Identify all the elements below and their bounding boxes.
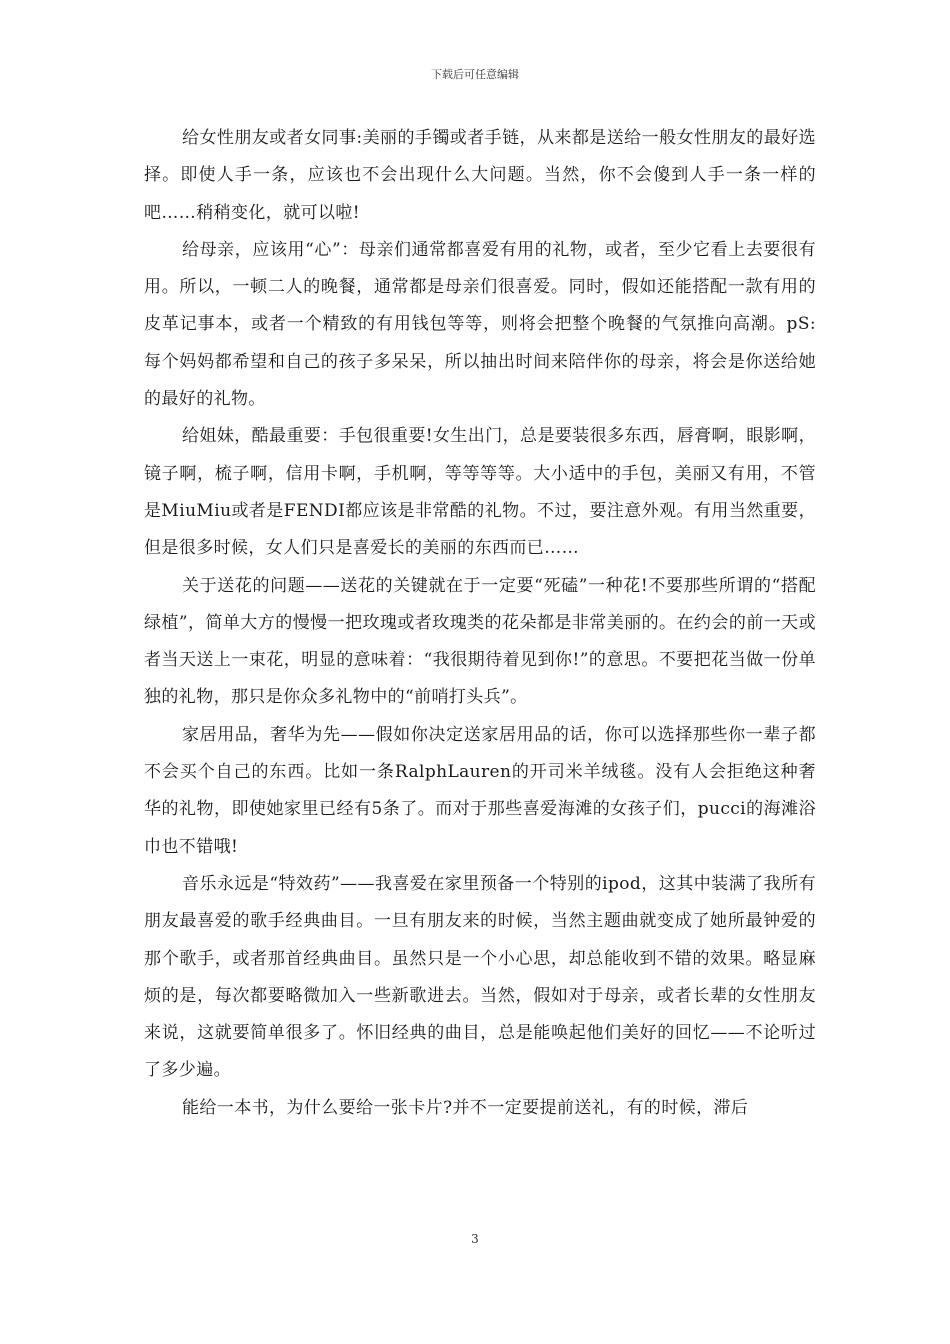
paragraph-bracelet: 给女性朋友或者女同事:美丽的手镯或者手链，从来都是送给一般女性朋友的最好选择。即使人手一条，应该也不会出现什么大问题。当然，你不会傻到人手一条一样的吧……稍稍变化，就可以啦! xyxy=(144,128,816,223)
page-header: 下载后可任意编辑 xyxy=(431,68,519,81)
page-number: 3 xyxy=(471,1232,479,1246)
document-body xyxy=(144,120,816,1127)
paragraph-sister: 给姐妹，酷最重要：手包很重要!女生出门，总是要装很多东西，唇膏啊，眼影啊，镜子啊，梳子啊，信用卡啊，手机啊，等等等等。大小适中的手包，美丽又有用，不管是MiuMiu或者是FENDI都应该是非常酷的礼物。不过，要注意外观。有用当然重要，但是很多时候，女人们只是喜爱长的美丽的东西而已…… xyxy=(144,426,816,559)
paragraph-mother: 给母亲，应该用“心”：母亲们通常都喜爱有用的礼物，或者，至少它看上去要很有用。所以，一顿二人的晚餐，通常都是母亲们很喜爱。同时，假如还能搭配一款有用的皮革记事本，或者一个精致的有用钱包等等，则将会把整个晚餐的气氛推向高潮。pS:每个妈妈都希望和自己的孩子多呆呆，所以抽出时间来陪伴你的母亲，将会是你送给她的最好的礼物。 xyxy=(144,239,816,410)
paragraph-flowers: 关于送花的问题——送花的关键就在于一定要“死磕”一种花!不要那些所谓的“搭配绿植”，简单大方的慢慢一把玫瑰或者玫瑰类的花朵都是非常美丽的。在约会的前一天或者当天送上一束花，明显的意味着：“我很期待着见到你!”的意思。不要把花当做一份单独的礼物，那只是你众多礼物中的“前哨打头兵”。 xyxy=(144,575,816,708)
paragraph-home-goods: 家居用品，奢华为先——假如你决定送家居用品的话，你可以选择那些你一辈子都不会买个自己的东西。比如一条RalphLauren的开司米羊绒毯。没有人会拒绝这种奢华的礼物，即使她家里已经有5条了。而对于那些喜爱海滩的女孩子们，pucci的海滩浴巾也不错哦! xyxy=(144,724,816,857)
paragraph-book: 能给一本书，为什么要给一张卡片?并不一定要提前送礼，有的时候，滞后 xyxy=(182,1097,749,1118)
paragraph-music: 音乐永远是“特效药”——我喜爱在家里预备一个特别的ipod，这其中装满了我所有朋友最喜爱的歌手经典曲目。一旦有朋友来的时候，当然主题曲就变成了她所最钟爱的那个歌手，或者那首经典曲目。虽然只是一个小心思，却总能收到不错的效果。略显麻烦的是，每次都要略微加入一些新歌进去。当然，假如对于母亲，或者长辈的女性朋友来说，这就要简单很多了。怀旧经典的曲目，总是能唤起他们美好的回忆——不论听过了多少遍。 xyxy=(144,873,816,1081)
